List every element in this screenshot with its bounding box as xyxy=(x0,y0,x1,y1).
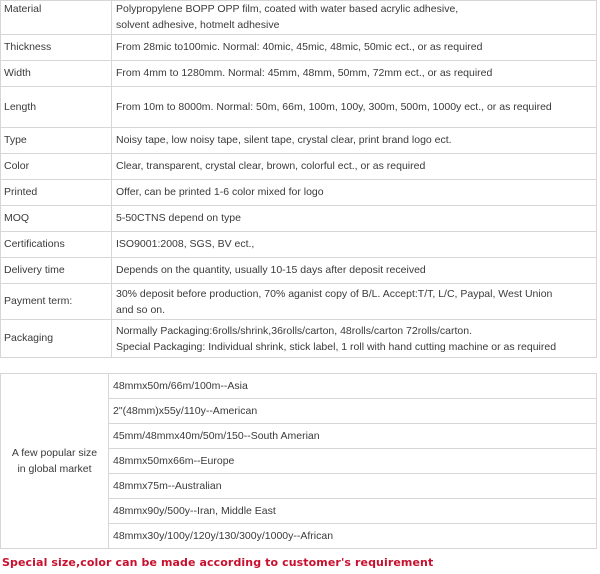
market-size-south-american: 45mm/48mmx40m/50m/150--South Amerian xyxy=(109,424,597,449)
market-size-middle-east: 48mmx90y/500y--Iran, Middle East xyxy=(109,499,597,524)
spec-value-moq: 5-50CTNS depend on type xyxy=(112,206,597,232)
spec-label-moq: MOQ xyxy=(1,206,112,232)
spec-value-payment xyxy=(112,284,597,320)
spec-row-length xyxy=(1,87,597,128)
market-label xyxy=(1,374,109,549)
spec-label-delivery: Delivery time xyxy=(1,258,112,284)
spec-value-payment-line-1: 30% deposit before production, 70% aganist copy of B/L. Accept:T/T, L/C, Paypal, West Union xyxy=(116,287,553,300)
spec-label-packaging: Packaging xyxy=(1,320,112,358)
spec-label-thickness: Thickness xyxy=(1,35,112,61)
spec-value-packaging-line-1: Normally Packaging:6rolls/shrink,36rolls/carton, 48rolls/carton 72rolls/carton. xyxy=(116,324,472,337)
spec-value-width: From 4mm to 1280mm. Normal: 45mm, 48mm, 50mm, 72mm ect., or as required xyxy=(112,61,597,87)
spec-value-packaging xyxy=(112,320,597,358)
spec-value-material-line-2: solvent adhesive, hotmelt adhesive xyxy=(116,19,280,31)
market-size-african: 48mmx30y/100y/120y/130/300y/1000y--African xyxy=(109,524,597,549)
spec-value-printed: Offer, can be printed 1-6 color mixed for logo xyxy=(112,180,597,206)
spec-value-certifications: ISO9001:2008, SGS, BV ect., xyxy=(112,232,597,258)
market-size-american: 2"(48mm)x55y/110y--American xyxy=(109,399,597,424)
spec-row-moq xyxy=(1,206,597,232)
spec-row-thickness xyxy=(1,35,597,61)
spec-row-color xyxy=(1,154,597,180)
spec-row-printed xyxy=(1,180,597,206)
market-size-table xyxy=(0,373,597,549)
spec-value-material-line-1: Polypropylene BOPP OPP film, coated with water based acrylic adhesive, xyxy=(116,3,459,15)
market-size-australian: 48mmx75m--Australian xyxy=(109,474,597,499)
market-label-line-1: A few popular size xyxy=(11,447,98,459)
market-size-asia: 48mmx50m/66m/100m--Asia xyxy=(109,374,597,399)
spec-label-material: Material xyxy=(1,1,112,35)
spec-value-payment-line-2: and so on. xyxy=(116,303,166,316)
spec-value-color: Clear, transparent, crystal clear, brown, colorful ect., or as required xyxy=(112,154,597,180)
spec-value-type: Noisy tape, low noisy tape, silent tape, crystal clear, print brand logo ect. xyxy=(112,128,597,154)
spec-row-material xyxy=(1,1,597,35)
spec-row-type xyxy=(1,128,597,154)
spec-row-packaging xyxy=(1,320,597,358)
spec-value-packaging-line-2: Special Packaging: Individual shrink, stick label, 1 roll with hand cutting machine or as required xyxy=(116,340,557,353)
market-label-line-2: in global market xyxy=(17,463,92,475)
spec-label-color: Color xyxy=(1,154,112,180)
spec-row-delivery xyxy=(1,258,597,284)
market-row xyxy=(1,374,597,399)
market-size-europe: 48mmx50mx66m--Europe xyxy=(109,449,597,474)
spec-label-payment: Payment term: xyxy=(1,284,112,320)
spec-value-length: From 10m to 8000m. Normal: 50m, 66m, 100m, 100y, 300m, 500m, 1000y ect., or as required xyxy=(112,87,597,128)
spec-value-thickness: From 28mic to100mic. Normal: 40mic, 45mic, 48mic, 50mic ect., or as required xyxy=(112,35,597,61)
spec-row-width xyxy=(1,61,597,87)
spec-label-width: Width xyxy=(1,61,112,87)
spec-row-certifications xyxy=(1,232,597,258)
spec-label-length: Length xyxy=(1,87,112,128)
spec-value-delivery: Depends on the quantity, usually 10-15 days after deposit received xyxy=(112,258,597,284)
spec-value-material xyxy=(112,1,597,35)
special-size-note: Special size,color can be made according to customer's requirement xyxy=(2,556,434,569)
spec-label-type: Type xyxy=(1,128,112,154)
spec-label-certifications: Certifications xyxy=(1,232,112,258)
spec-row-payment xyxy=(1,284,597,320)
spec-label-printed: Printed xyxy=(1,180,112,206)
